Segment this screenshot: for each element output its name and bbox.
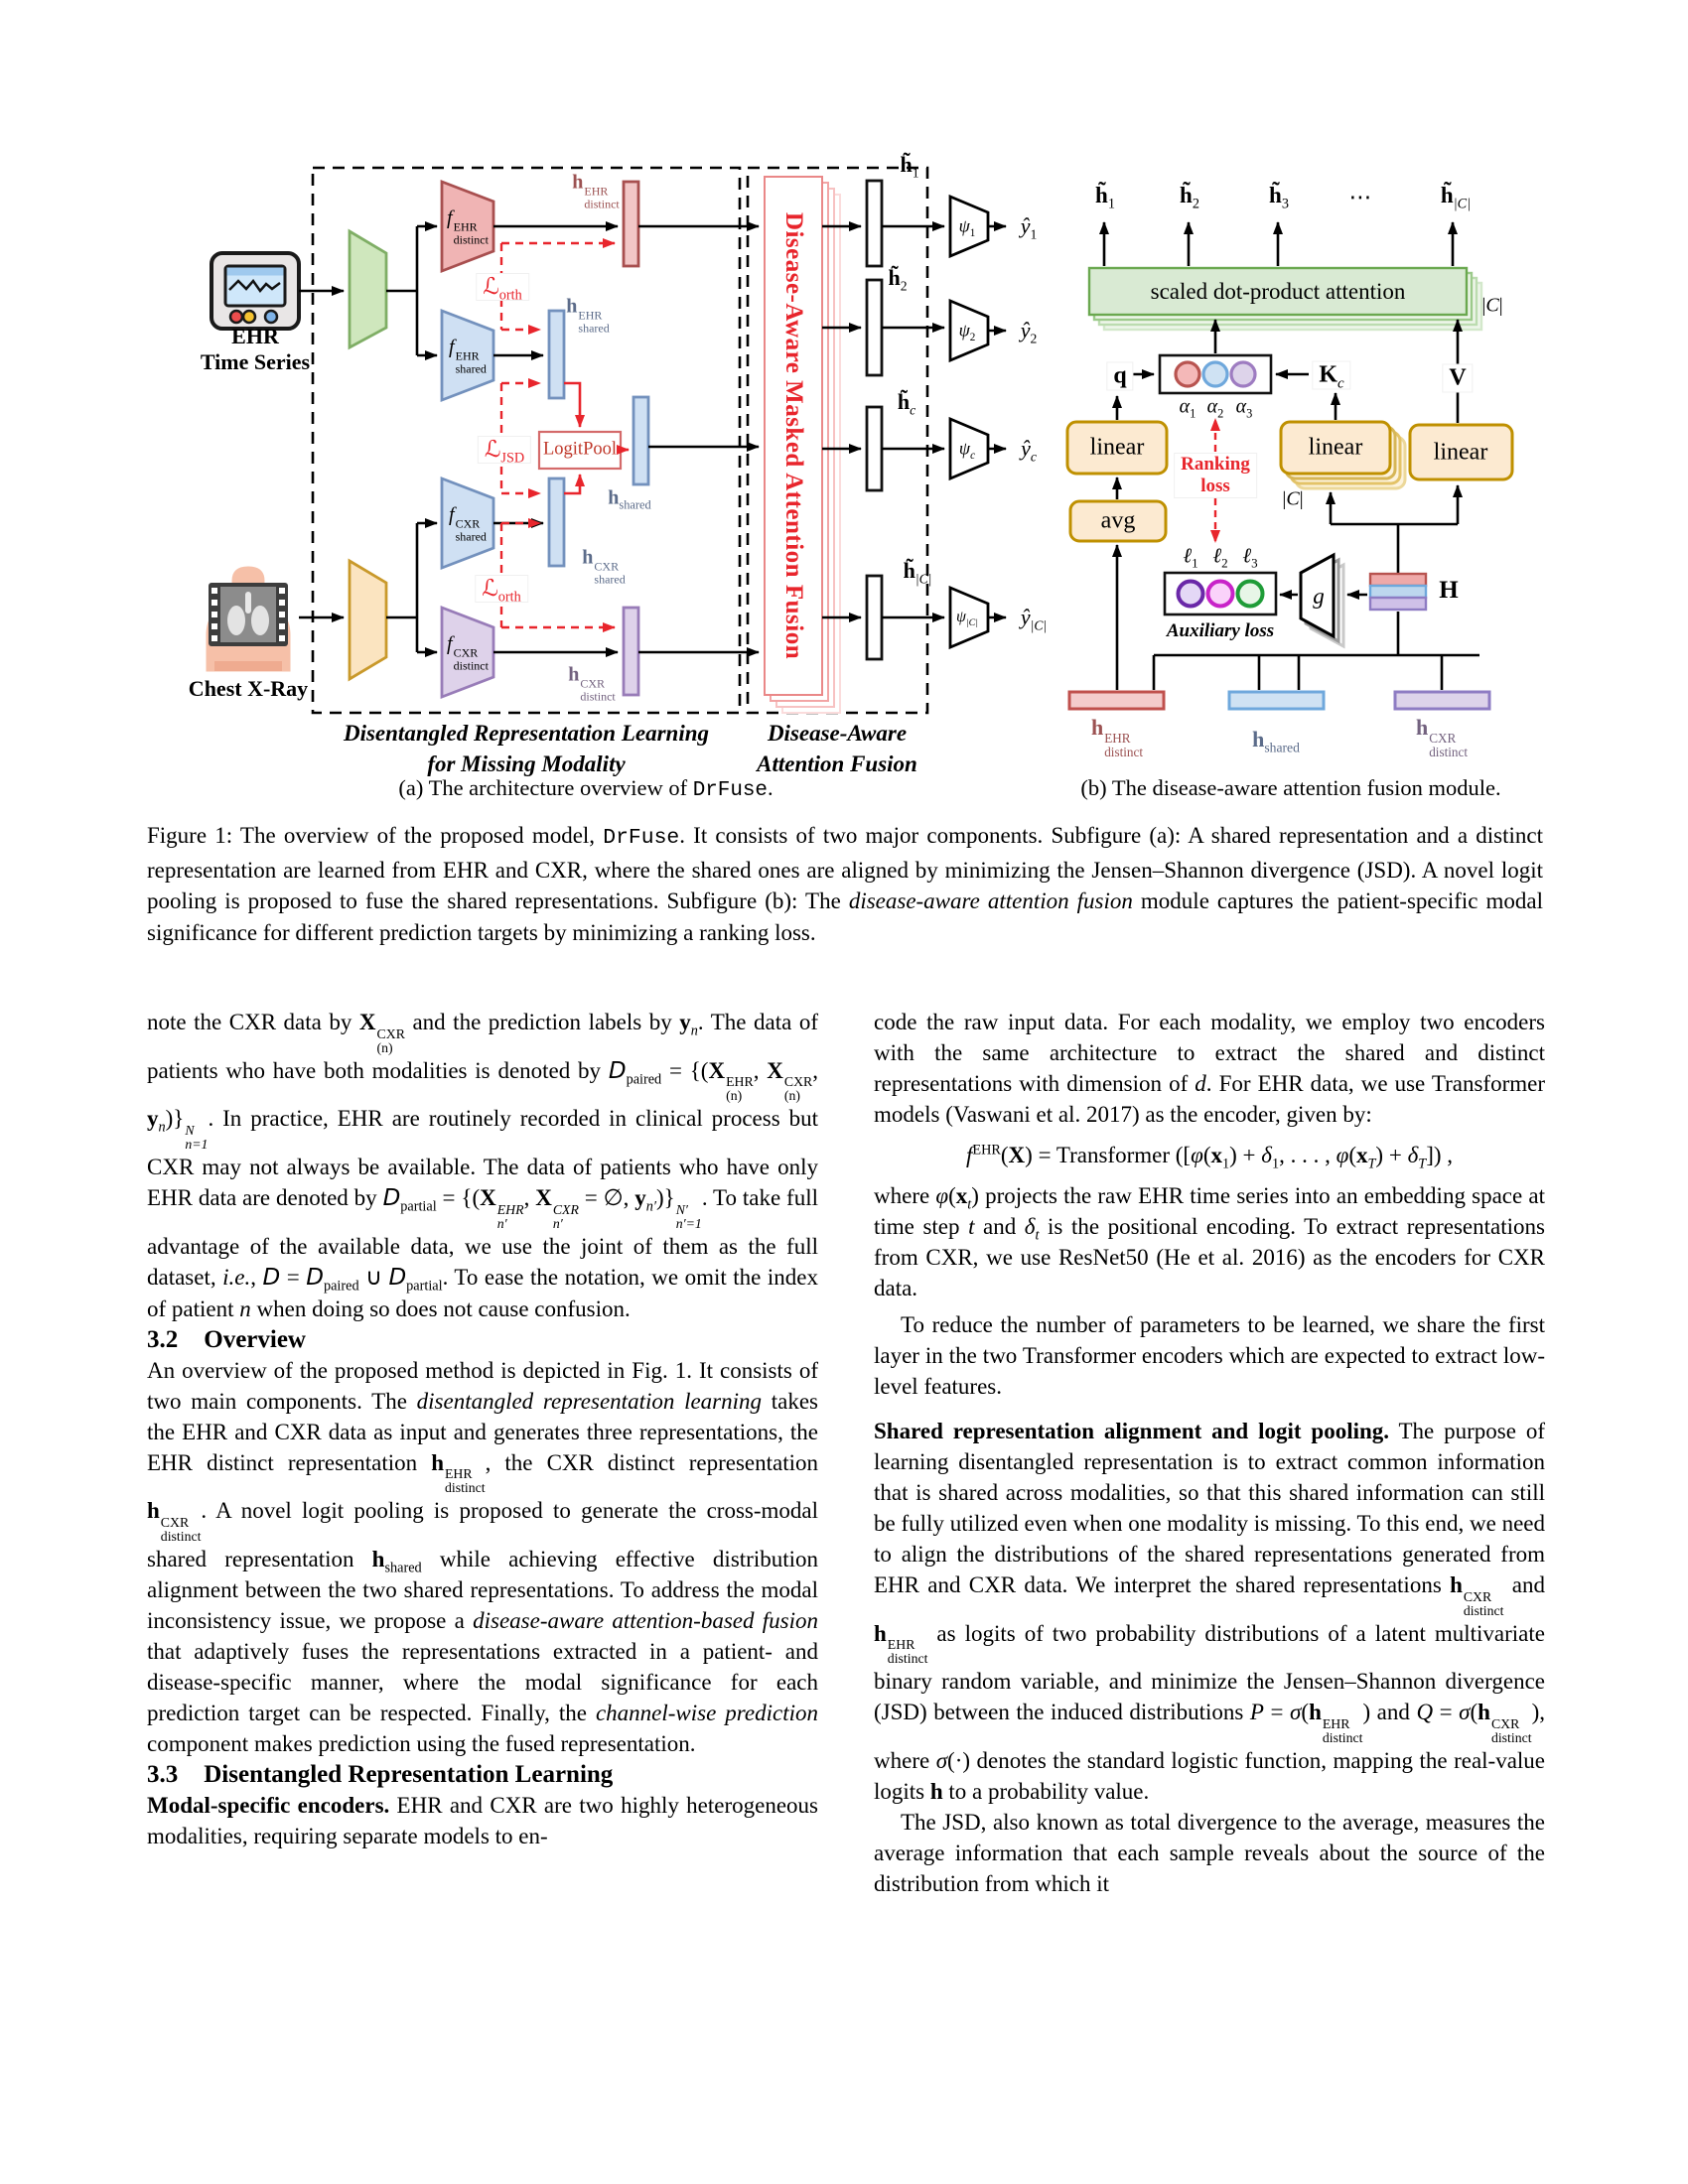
psi-C-label: $\psi_{|C|}$ [956,609,978,629]
h-cxr-distinct-label-b: h CXR distinct [1415,714,1469,759]
subcaption-a: (a) The architecture overview of DrFuse. [398,775,774,802]
encoder-f-ehr-distinct-label: f EHR distinct [447,206,489,247]
loss-orth-bottom-label: ℒ$_{orth}$ [475,575,528,603]
ehr-input-label [201,324,310,375]
section-3-3-title: Disentangled Representation Learning [204,1761,614,1789]
ell-1-label: ℓ$_1$ [1183,543,1198,571]
left-paragraph-2: An overview of the proposed method is depicted in Fig. 1. It consists of two main components. The disentangled representation learning takes the EHR and CXR data as input and generates three representations, the EHR distinct representation h EHR distinct , the CXR distinct representation h CXR distinct . A novel logit pooling is proposed to generate the cross-modal shared representation $h_{shared}$ while achieving effective distribution alignment between the two shared representations. To address the modal inconsistency issue, we propose a disease-aware attention-based fusion that adaptively fuses the representations extracted in a patient- and disease-specific manner, where the modal significance for each prediction target can be respected. Finally, the channel-wise prediction component makes prediction using the fused representation. [147,1357,818,1757]
ranking-loss-line1: Ranking [1181,454,1250,475]
figure-caption: Figure 1: The overview of the proposed model, DrFuse. It consists of two major components. Subfigure (a): A shared representation and a distinct representation are learned from EHR and CXR, where the shared ones are aligned by minimizing the Jensen–Shannon divergence (JSD). A novel logit pooling is proposed to fuse the shared representations. Subfigure (b): The disease-aware attention fusion module captures the patient-specific modal significance for different prediction targets by minimizing a ranking loss. [147,823,1543,945]
linear-left-label: linear [1089,434,1145,461]
fused-bars [867,181,882,659]
section-3-3-number: 3.3 [147,1761,179,1789]
h-cxr-shared-label-a: h CXR shared [582,546,626,587]
ehr-input-line1: EHR [231,324,279,348]
alpha-2-label: $\alpha_2$ [1206,395,1224,421]
value-label: V [1442,364,1473,393]
left-paragraph-3: Modal-specific encoders. EHR and CXR are two highly heterogeneous modalities, requiring separate models to en- [147,1793,818,1849]
right-column [874,1007,1545,1899]
h-tilde-C-label-a: $h̃_{|C|}$ [903,558,932,587]
ehr-monitor-icon [211,253,299,329]
region-label-fusion-1: Disease-Aware [767,721,908,746]
region-label-disentangled-2: for Missing Modality [427,751,626,776]
cxr-input-label: Chest X-Ray [188,676,309,701]
right-paragraph-2: where $\varphi(x_t)$ projects the raw EHR time series into an embedding space at time step t and $\delta_t$ is the positional encoding. To extract representations from CXR, we use ResNet50 (He et al. 2016) as the encoders for CXR data. [874,1183,1546,1300]
H-matrix-label: H [1439,577,1459,604]
fusion-box-label: Disease-Aware Masked Attention Fusion [780,211,807,660]
psi-c-label: $\psi_c$ [958,438,976,463]
psi-classifiers [950,197,988,647]
h-ehr-distinct-label-a: h EHR distinct [572,171,620,211]
linear-stack-C-count-label: |C| [1282,487,1304,510]
h-tilde-1-label-b: $h̃_1$ [1095,183,1115,212]
ehr-input-line2: Time Series [200,349,311,374]
right-paragraph-1: code the raw input data. For each modality, we employ two encoders with the same architecture to extract the shared and distinct representations with dimension of d. For EHR data, we use Transformer models (Vaswani et al. 2017) as the encoder, given by: [874,1010,1545,1127]
left-column [147,1007,818,1851]
h-ehr-shared-label-a: h EHR shared [566,295,610,336]
encoder-shapes [350,182,493,697]
aux-loss-box [1165,573,1276,614]
avg-label: avg [1100,507,1136,534]
psi-1-label: $\psi_1$ [958,215,976,240]
h-tilde-C-label-b: $h̃_{|C|}$ [1440,183,1472,212]
section-3-2-title: Overview [204,1325,306,1353]
h-tilde-2-label-a: $h̃_2$ [888,265,908,294]
key-label: $K_c$ [1312,361,1350,390]
yhat-C-label: $ŷ_{|C|}$ [1020,605,1048,633]
chest-xray-icon [207,567,290,671]
right-paragraph-5: The JSD, also known as total divergence to the average, measures the average information that each sample reveals about the source of the distribution from which it [874,1810,1545,1897]
h-tilde-1-label-a: $h̃_1$ [900,152,919,181]
h-ehr-distinct-label-b: h EHR distinct [1090,714,1144,759]
h-tilde-3-label-b: $h̃_3$ [1269,183,1289,212]
H-stack [1370,574,1426,610]
bottom-bars-b [1069,692,1489,709]
region-label-disentangled-1: Disentangled Representation Learning [343,721,710,746]
h-shared-label-a: $h_{shared}$ [608,486,651,512]
ranking-loss-label [1174,453,1257,498]
yhat-1-label: $ŷ_1$ [1020,213,1038,242]
alpha-weights-box [1160,355,1271,393]
left-paragraph-1: note the CXR data by X CXR (n) and the prediction labels by $y_n$. The data of patients who have both modalities is denoted by $D_{paired} = \{(X$ EHR (n) , X CXR (n) , $y_n$)} N n=1 . In practice, EHR are routinely recorded in clinical process but CXR may not always be available. The data of patients who have only EHR data are denoted by $D_{partial} = \{(X$ EHR n′ , X CXR n′ = ∅, $y_{n'}$)} N′ n′=1 . To take full advantage of the available data, we use the joint of them as the full dataset, i.e., $D = D_{paired}$ ∪ $D_{partial}$. To ease the notation, we omit the index of patient n when doing so does not cause confusion. [147,1010,819,1321]
yhat-2-label: $ŷ_2$ [1020,318,1038,346]
section-3-3-heading [147,1759,818,1790]
psi-2-label: $\psi_2$ [958,320,976,344]
encoder-f-cxr-shared-label: f CXR shared [449,503,487,544]
auxiliary-loss-label: Auxiliary loss [1166,620,1275,641]
ell-3-label: ℓ$_3$ [1242,543,1258,571]
attention-C-count-label: |C| [1481,294,1503,317]
h-shared-label-b: $h_{shared}$ [1252,727,1300,755]
right-paragraph-3: To reduce the number of parameters to be learned, we share the first layer in the two Transformer encoders which are expected to extract low-level features. [874,1312,1545,1399]
encoder-f-ehr-shared-label: f EHR shared [449,336,487,376]
subcaption-b: (b) The disease-aware attention fusion module. [1080,775,1501,800]
h-cxr-distinct-label-a: h CXR distinct [568,663,616,704]
linear-right-label: linear [1433,439,1488,466]
encoder-f-cxr-distinct-label: f CXR distinct [447,632,489,673]
section-3-2-number: 3.2 [147,1325,179,1353]
alpha-3-label: $\alpha_3$ [1235,395,1253,421]
ranking-loss-line2: loss [1200,476,1230,496]
loss-jsd-label: ℒ$_{JSD}$ [478,436,531,464]
ell-2-label: ℓ$_2$ [1212,543,1228,571]
loss-orth-top-label: ℒ$_{orth}$ [476,273,529,301]
linear-mid-label: linear [1308,434,1363,461]
h-tilde-c-label-a: $h̃_c$ [897,389,916,418]
query-label: q [1106,362,1133,391]
h-tilde-2-label-b: $h̃_2$ [1180,183,1199,212]
right-paragraph-4: Shared representation alignment and logit pooling. The purpose of learning disentangled representation is to extract common information that is shared across modalities, so that this shared information can still be fully utilized even when one modality is missing. To this end, we need to align the distributions of the shared representations generated from EHR and CXR data. We interpret the shared representations h CXR distinct and h EHR distinct as logits of two probability distributions of a latent multivariate binary random variable, and minimize the Jensen–Shannon divergence (JSD) between the induced distributions P = σ(h EHR distinct ) and Q = σ(h CXR distinct ), where σ(·) denotes the standard logistic function, mapping the real-value logits h to a probability value. [874,1419,1546,1805]
attention-box-label: scaled dot-product attention [1150,279,1406,304]
section-3-2-heading [147,1324,818,1355]
yhat-c-label: $ŷ_c$ [1021,436,1037,465]
equation-ehr-encoder: $f^{EHR}(X)$ = Transformer ([$\varphi(x_1) + \delta_1$, . . . , $\varphi(x_T) + \delta_T$]) , [965,1142,1454,1172]
alpha-1-label: $\alpha_1$ [1179,395,1196,421]
logitpool-label: LogitPool [542,439,618,460]
ellipsis-label: ⋯ [1348,185,1372,210]
region-label-fusion-2: Attention Fusion [757,751,917,776]
g-head-label: g [1313,584,1325,609]
